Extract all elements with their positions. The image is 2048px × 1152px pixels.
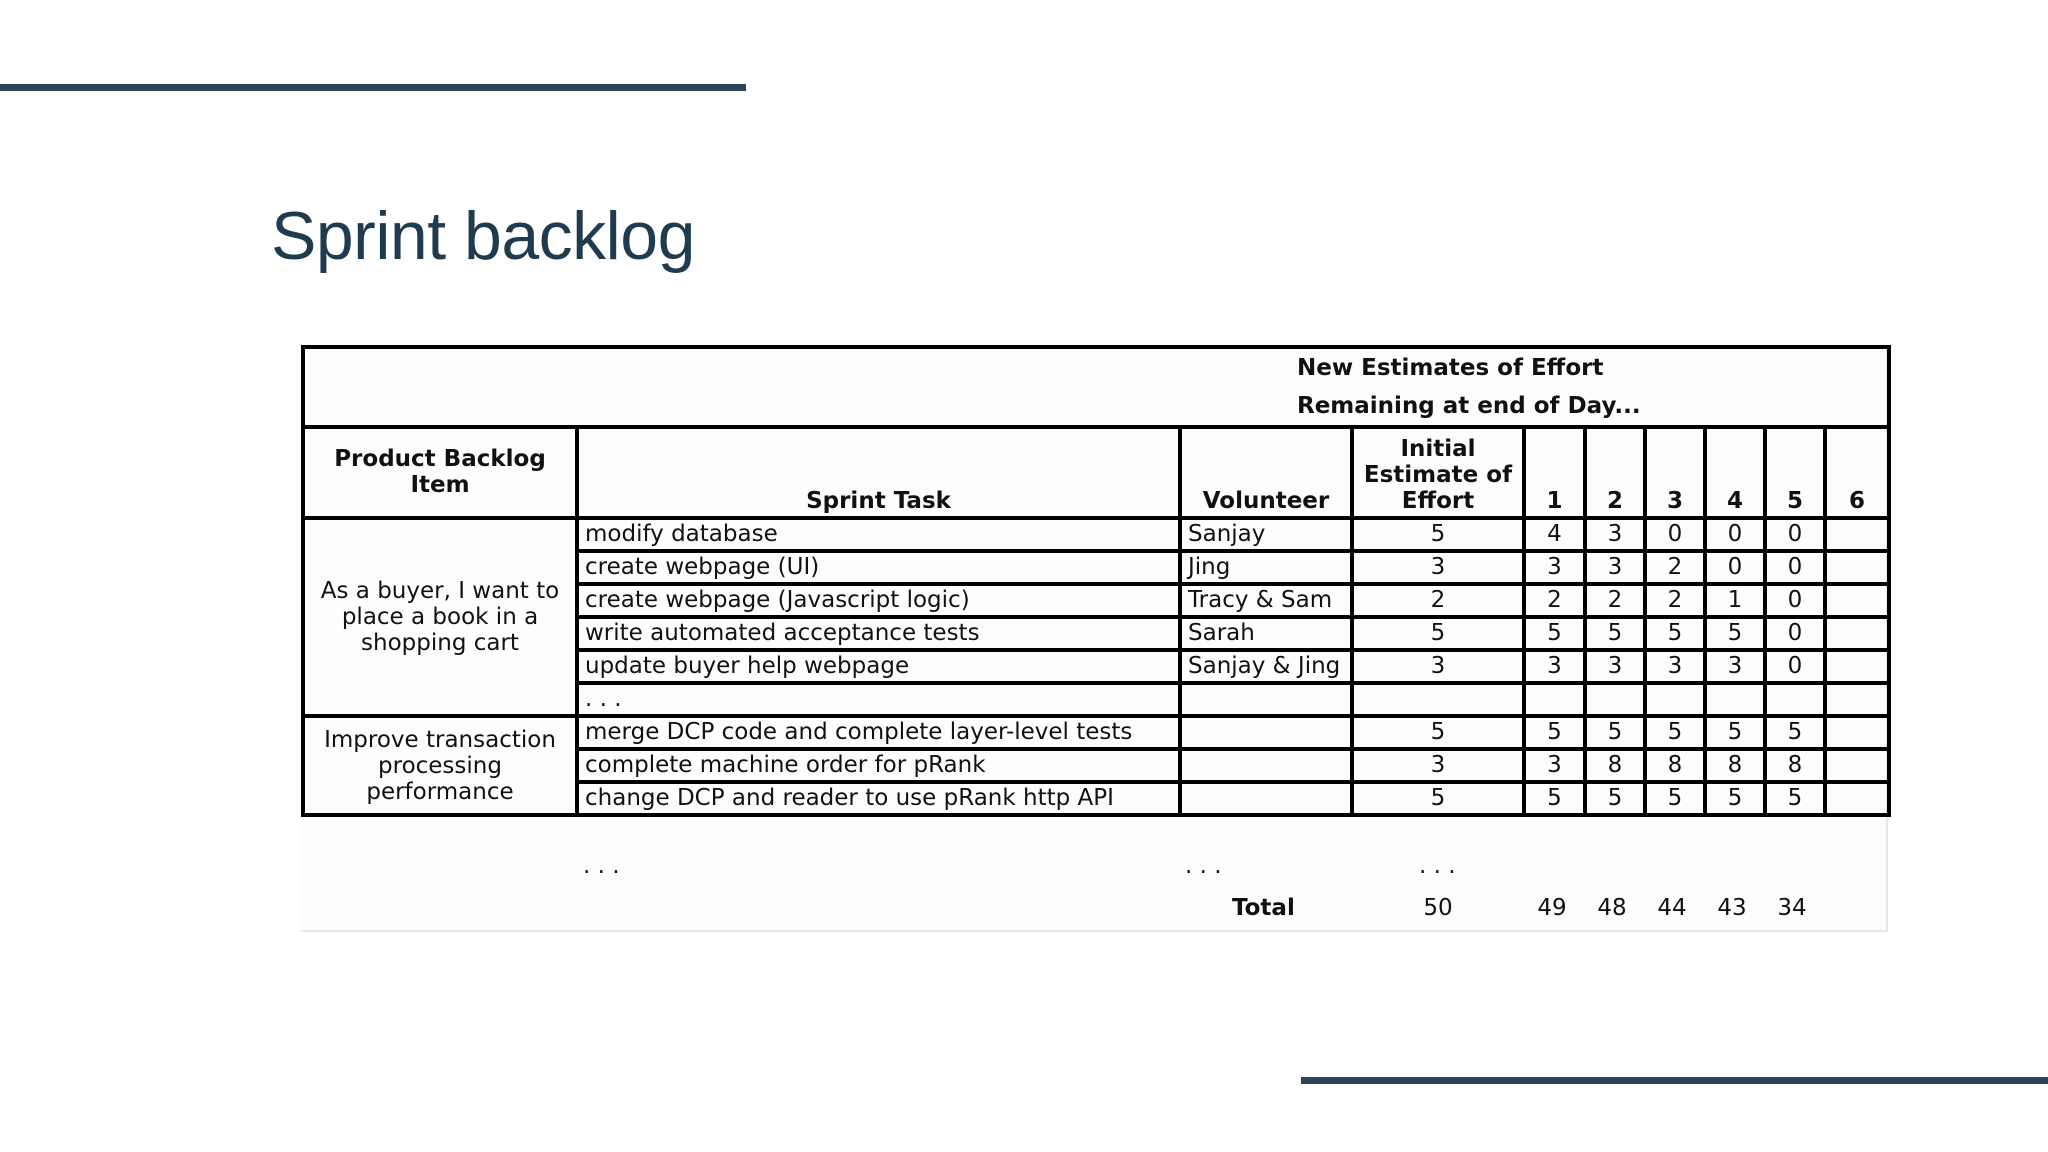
day-1-estimate-cell: 3 (1524, 551, 1585, 584)
sprint-task-cell: create webpage (UI) (577, 551, 1180, 584)
day-5-estimate-cell: 0 (1765, 650, 1825, 683)
day-5-estimate-cell: 0 (1765, 617, 1825, 650)
day-6-estimate-cell (1825, 650, 1889, 683)
day-3-estimate-cell: 5 (1645, 716, 1705, 749)
day-3-estimate-cell: 2 (1645, 584, 1705, 617)
day-3-estimate-cell: 3 (1645, 650, 1705, 683)
header-initial-estimate: Initial Estimate of Effort (1352, 427, 1524, 518)
table-footer (301, 843, 1887, 930)
day-4-estimate-cell: 0 (1705, 518, 1765, 551)
day-2-estimate-cell: 5 (1585, 716, 1645, 749)
slide-title: Sprint backlog (271, 198, 695, 274)
sprint-backlog-table (301, 345, 1891, 817)
day-5-estimate-cell: 8 (1765, 749, 1825, 782)
day-5-estimate-cell: 0 (1765, 551, 1825, 584)
day-2-estimate-cell: 3 (1585, 551, 1645, 584)
initial-estimate-cell: 2 (1352, 584, 1524, 617)
sprint-task-cell: change DCP and reader to use pRank http API (577, 782, 1180, 815)
table-header-row (303, 427, 1889, 518)
volunteer-cell (1180, 782, 1352, 815)
day-2-estimate-cell: 2 (1585, 584, 1645, 617)
day-1-estimate-cell: 5 (1524, 617, 1585, 650)
table-title-line-2: Remaining at end of Day... (1297, 393, 1641, 419)
day-2-estimate-cell: 5 (1585, 617, 1645, 650)
day-1-estimate-cell: 4 (1524, 518, 1585, 551)
day-2-estimate-cell: 5 (1585, 782, 1645, 815)
day-2-estimate-cell (1585, 683, 1645, 716)
table-title-line-1: New Estimates of Effort (1297, 355, 1604, 381)
header-day-3: 3 (1645, 427, 1705, 518)
day-3-estimate-cell: 5 (1645, 782, 1705, 815)
day-1-estimate-cell: 5 (1524, 716, 1585, 749)
footer-total-day-4: 43 (1717, 895, 1747, 921)
table-row (303, 518, 1889, 551)
day-4-estimate-cell: 1 (1705, 584, 1765, 617)
header-volunteer: Volunteer (1180, 427, 1352, 518)
top-accent-rule (0, 84, 746, 91)
day-4-estimate-cell: 0 (1705, 551, 1765, 584)
day-1-estimate-cell: 3 (1524, 650, 1585, 683)
initial-estimate-cell: 5 (1352, 782, 1524, 815)
volunteer-cell: Sarah (1180, 617, 1352, 650)
header-sprint-task: Sprint Task (577, 427, 1180, 518)
initial-estimate-cell: 5 (1352, 716, 1524, 749)
day-2-estimate-cell: 3 (1585, 518, 1645, 551)
day-3-estimate-cell (1645, 683, 1705, 716)
sprint-task-cell: create webpage (Javascript logic) (577, 584, 1180, 617)
day-6-estimate-cell (1825, 683, 1889, 716)
day-6-estimate-cell (1825, 782, 1889, 815)
day-5-estimate-cell: 5 (1765, 716, 1825, 749)
volunteer-cell: Sanjay & Jing (1180, 650, 1352, 683)
day-5-estimate-cell: 5 (1765, 782, 1825, 815)
footer-total-day-2: 48 (1597, 895, 1627, 921)
day-5-estimate-cell: 0 (1765, 584, 1825, 617)
footer-total-day-3: 44 (1657, 895, 1687, 921)
product-backlog-item-cell: As a buyer, I want to place a book in a shopping cart (303, 518, 577, 716)
day-4-estimate-cell: 8 (1705, 749, 1765, 782)
day-4-estimate-cell (1705, 683, 1765, 716)
footer-total-day-5: 34 (1777, 895, 1807, 921)
day-2-estimate-cell: 8 (1585, 749, 1645, 782)
day-4-estimate-cell: 3 (1705, 650, 1765, 683)
header-day-2: 2 (1585, 427, 1645, 518)
table-title-row (303, 347, 1889, 427)
day-4-estimate-cell: 5 (1705, 617, 1765, 650)
sprint-task-cell: write automated acceptance tests (577, 617, 1180, 650)
header-day-5: 5 (1765, 427, 1825, 518)
volunteer-cell: Sanjay (1180, 518, 1352, 551)
volunteer-cell: Tracy & Sam (1180, 584, 1352, 617)
day-3-estimate-cell: 8 (1645, 749, 1705, 782)
sprint-task-cell: . . . (577, 683, 1180, 716)
day-6-estimate-cell (1825, 749, 1889, 782)
day-2-estimate-cell: 3 (1585, 650, 1645, 683)
volunteer-cell (1180, 683, 1352, 716)
footer-total-estimate: 50 (1423, 895, 1453, 921)
volunteer-cell (1180, 749, 1352, 782)
footer-total-day-1: 49 (1537, 895, 1567, 921)
day-6-estimate-cell (1825, 551, 1889, 584)
initial-estimate-cell: 3 (1352, 551, 1524, 584)
header-day-4: 4 (1705, 427, 1765, 518)
initial-estimate-cell: 5 (1352, 518, 1524, 551)
day-5-estimate-cell: 0 (1765, 518, 1825, 551)
header-day-1: 1 (1524, 427, 1585, 518)
day-6-estimate-cell (1825, 584, 1889, 617)
sprint-task-cell: complete machine order for pRank (577, 749, 1180, 782)
day-3-estimate-cell: 5 (1645, 617, 1705, 650)
sprint-backlog-figure (301, 345, 1888, 932)
day-1-estimate-cell: 5 (1524, 782, 1585, 815)
footer-task-ellipsis: . . . (583, 853, 620, 879)
header-product-backlog-item: Product Backlog Item (303, 427, 577, 518)
day-3-estimate-cell: 0 (1645, 518, 1705, 551)
day-6-estimate-cell (1825, 716, 1889, 749)
sprint-task-cell: update buyer help webpage (577, 650, 1180, 683)
initial-estimate-cell: 3 (1352, 650, 1524, 683)
day-3-estimate-cell: 2 (1645, 551, 1705, 584)
footer-estimate-ellipsis: . . . (1419, 853, 1456, 879)
initial-estimate-cell (1352, 683, 1524, 716)
volunteer-cell (1180, 716, 1352, 749)
footer-volunteer-ellipsis: . . . (1185, 853, 1222, 879)
day-1-estimate-cell: 3 (1524, 749, 1585, 782)
day-6-estimate-cell (1825, 617, 1889, 650)
day-1-estimate-cell: 2 (1524, 584, 1585, 617)
day-6-estimate-cell (1825, 518, 1889, 551)
bottom-accent-rule (1301, 1077, 2048, 1084)
table-row (303, 716, 1889, 749)
day-4-estimate-cell: 5 (1705, 782, 1765, 815)
header-day-6: 6 (1825, 427, 1889, 518)
footer-total-label: Total (1232, 895, 1295, 921)
volunteer-cell: Jing (1180, 551, 1352, 584)
day-5-estimate-cell (1765, 683, 1825, 716)
product-backlog-item-cell: Improve transaction processing performance (303, 716, 577, 815)
table-title-cell (1297, 347, 1889, 427)
day-4-estimate-cell: 5 (1705, 716, 1765, 749)
initial-estimate-cell: 5 (1352, 617, 1524, 650)
initial-estimate-cell: 3 (1352, 749, 1524, 782)
sprint-task-cell: modify database (577, 518, 1180, 551)
sprint-task-cell: merge DCP code and complete layer-level tests (577, 716, 1180, 749)
day-1-estimate-cell (1524, 683, 1585, 716)
